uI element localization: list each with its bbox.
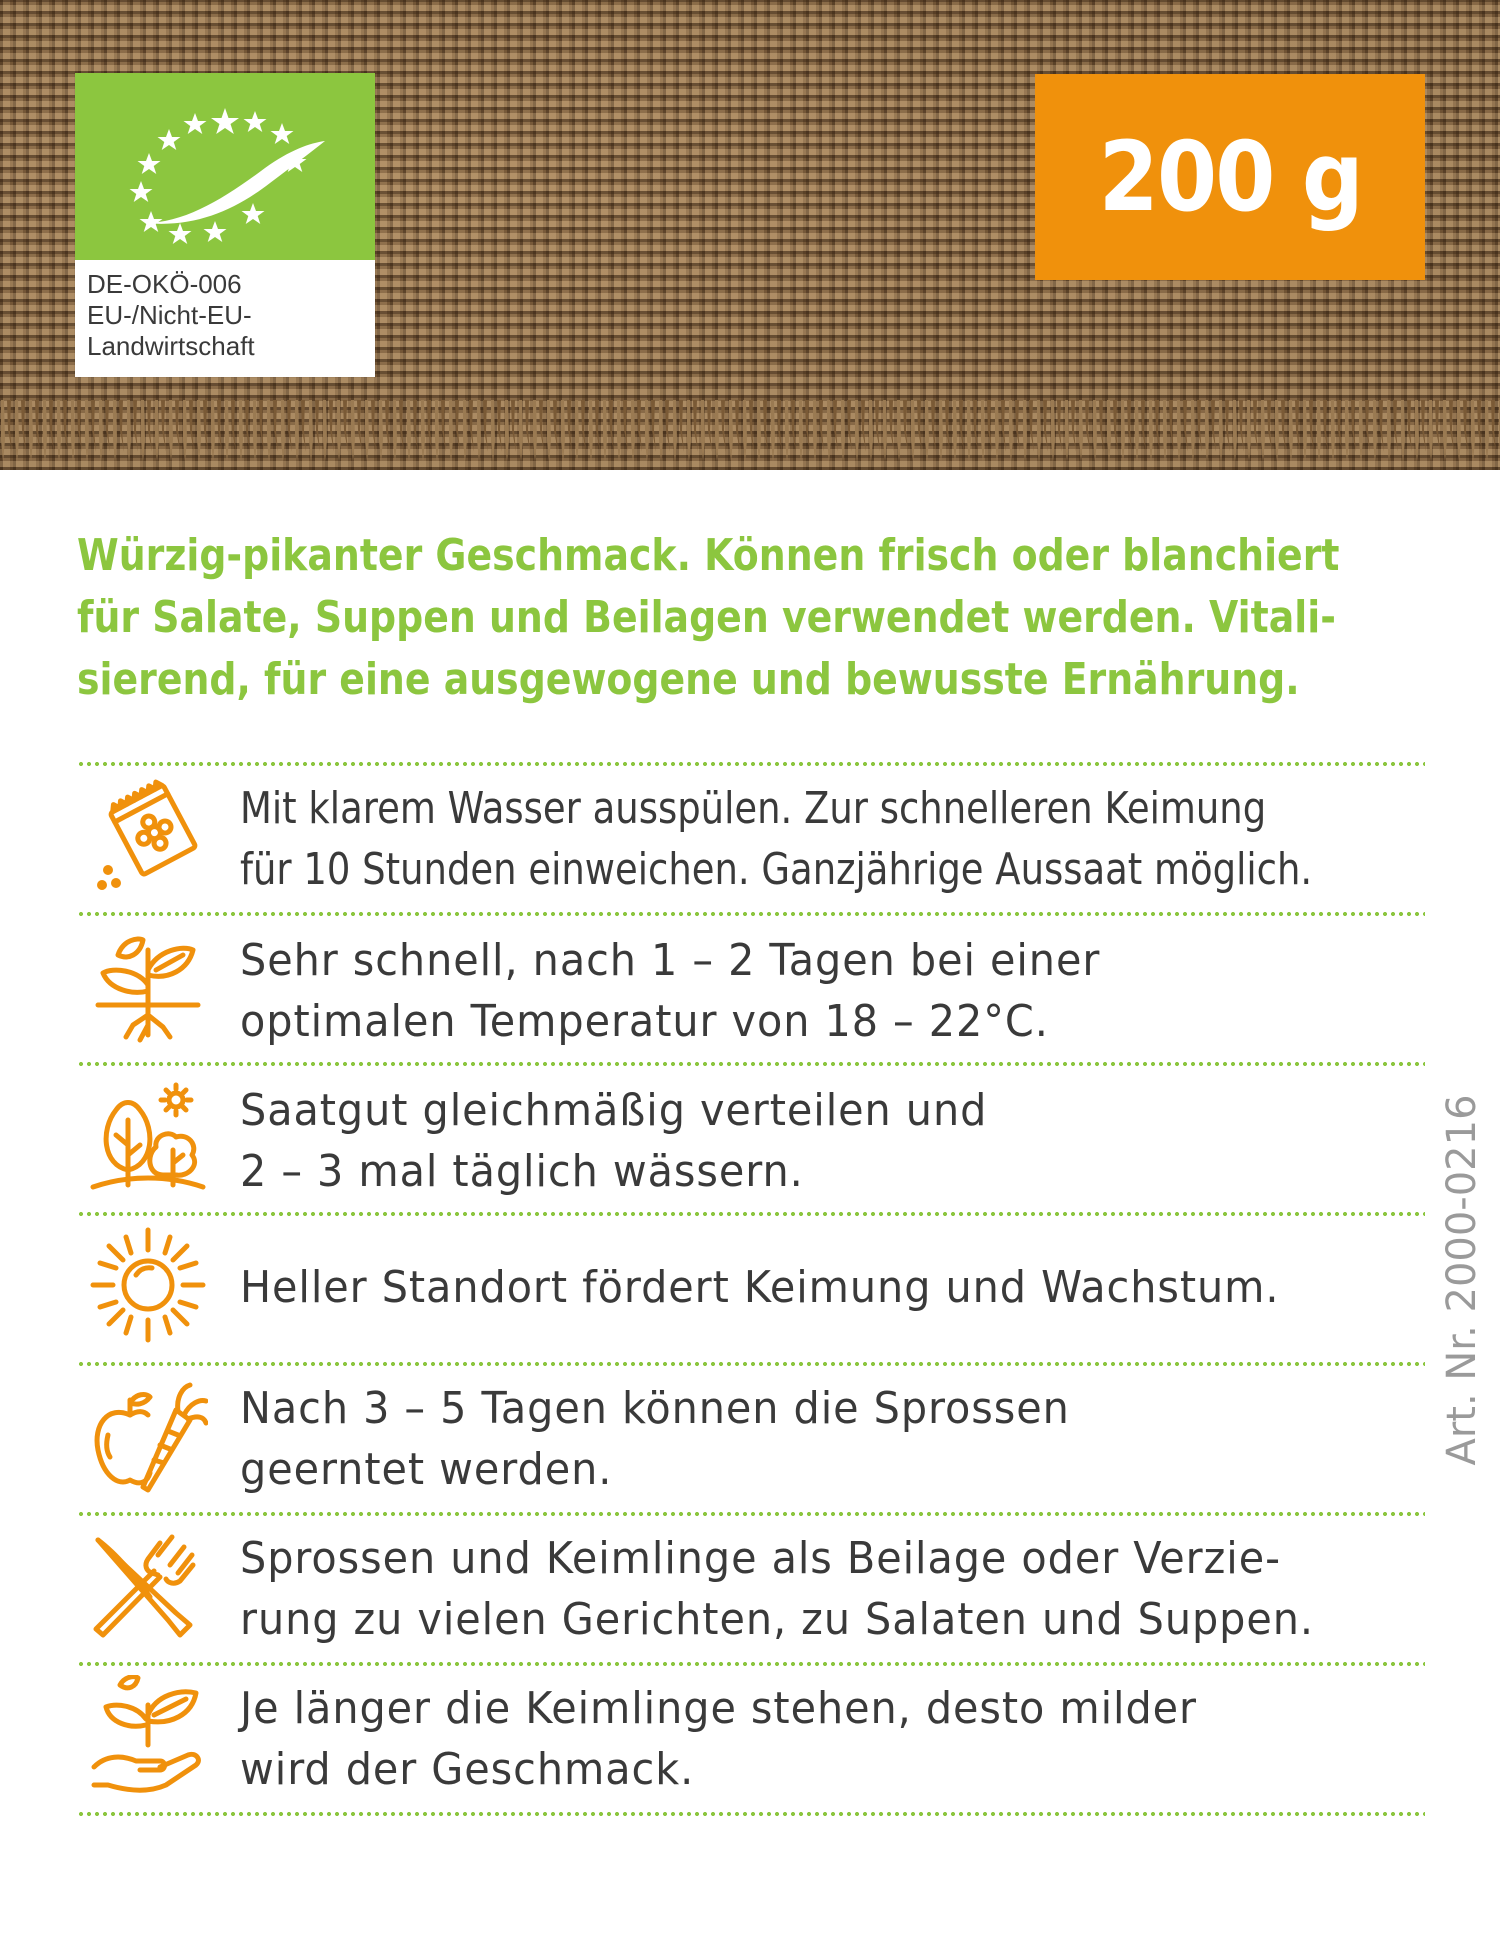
dotted-divider — [77, 1662, 1425, 1666]
instruction-row-2 — [240, 930, 1440, 1052]
burlap-fringe — [0, 400, 1500, 490]
trees-sun-icon — [88, 1075, 208, 1195]
instruction-line: geerntet werden. — [240, 1444, 613, 1495]
instruction-line: optimalen Temperatur von 18 – 22°C. — [240, 996, 1049, 1047]
seed-packet-icon — [88, 775, 208, 895]
instruction-row-3 — [240, 1080, 1440, 1202]
instruction-line: Je länger die Keimlinge stehen, desto milder — [240, 1683, 1198, 1734]
dotted-divider — [77, 1812, 1425, 1816]
instruction-line: rung zu vielen Gerichten, zu Salaten und Suppen. — [240, 1594, 1314, 1645]
instruction-line: Nach 3 – 5 Tagen können die Sprossen — [240, 1383, 1070, 1434]
instruction-row-5 — [240, 1378, 1440, 1500]
knife-fork-icon — [88, 1525, 208, 1645]
eu-organic-leaf-icon — [75, 73, 375, 260]
instruction-line: wird der Geschmack. — [240, 1744, 695, 1795]
instruction-line: Heller Standort fördert Keimung und Wachstum. — [240, 1262, 1280, 1313]
eu-code-line: Landwirtschaft — [87, 331, 255, 361]
sun-icon — [88, 1225, 208, 1345]
product-description — [77, 525, 1437, 711]
article-number: Art. Nr. 2000-0216 — [1439, 1094, 1485, 1466]
dotted-divider — [77, 1512, 1425, 1516]
hand-sprout-icon — [88, 1675, 208, 1795]
eu-code-line: DE-OKÖ-006 — [87, 269, 242, 299]
instruction-row-1 — [240, 778, 1440, 900]
instruction-line: Sehr schnell, nach 1 – 2 Tagen bei einer — [240, 935, 1101, 986]
dotted-divider — [77, 1362, 1425, 1366]
eu-code-line: EU-/Nicht-EU- — [87, 300, 252, 330]
description-line: für Salate, Suppen und Beilagen verwendet werden. Vitali- — [77, 592, 1336, 643]
instruction-row-6 — [240, 1528, 1440, 1650]
apple-carrot-icon — [88, 1375, 208, 1495]
dotted-divider — [77, 1062, 1425, 1066]
instruction-line: für 10 Stunden einweichen. Ganzjährige Aussaat möglich. — [240, 844, 1313, 895]
instruction-line: Mit klarem Wasser ausspülen. Zur schnelleren Keimung — [240, 783, 1267, 834]
instruction-line: 2 – 3 mal täglich wässern. — [240, 1146, 804, 1197]
sprout-roots-icon — [88, 925, 208, 1045]
instruction-row-4 — [240, 1257, 1440, 1318]
weight-label: 200 g — [1098, 121, 1362, 233]
weight-badge — [1035, 74, 1425, 280]
dotted-divider — [77, 912, 1425, 916]
instruction-line: Sprossen und Keimlinge als Beilage oder Verzie- — [240, 1533, 1281, 1584]
eu-organic-logo — [75, 73, 375, 377]
instruction-row-7 — [240, 1678, 1440, 1800]
dotted-divider — [77, 1212, 1425, 1216]
description-line: sierend, für eine ausgewogene und bewusste Ernährung. — [77, 654, 1300, 705]
description-line: Würzig-pikanter Geschmack. Können frisch oder blanchiert — [77, 530, 1340, 581]
dotted-divider — [77, 762, 1425, 766]
eu-control-code — [87, 269, 369, 362]
instruction-line: Saatgut gleichmäßig verteilen und — [240, 1085, 988, 1136]
